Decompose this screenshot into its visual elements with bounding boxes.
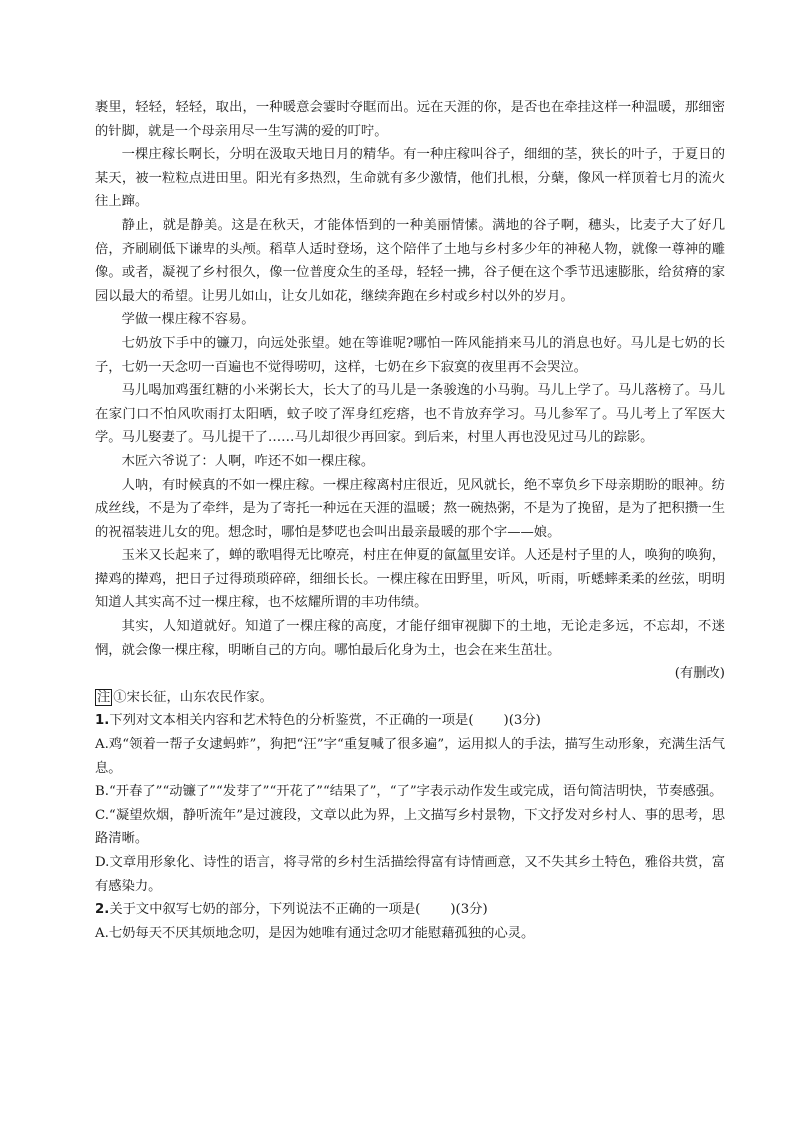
- option-a: A.七奶每天不厌其烦地念叨，是因为她唯有通过念叨才能慰藉孤独的心灵。: [95, 925, 535, 941]
- paragraph: 玉米又长起来了，蝉的歌唱得无比嘹亮，村庄在伸夏的氤氲里安详。人还是村子里的人，唤狗的唤狗，撵鸡的撵鸡，把日子过得琐琐碎碎，细细长长。一棵庄稼在田野里，听风，听雨，听蟋蟀柔柔的丝弦，明明知道人其实高不过一棵庄稼，也不炫耀所谓的丰功伟绩。: [95, 548, 725, 611]
- paragraph: 裹里，轻轻，轻轻，取出，一种暖意会霎时夺眶而出。远在天涯的你，是否也在牵挂这样一种温暖，那细密的针脚，就是一个母亲用尽一生写满的爱的叮咛。: [95, 100, 725, 139]
- paragraph: 人呐，有时候真的不如一棵庄稼。一棵庄稼离村庄很近，见风就长，绝不辜负乡下母亲期盼的眼神。纺成丝线，不是为了牵绊，是为了寄托一种远在天涯的温暖；熬一碗热粥，不是为了挽留，是为了把积攒一生的祝福装进儿女的兜。想念时，哪怕是梦呓也会叫出最亲最暖的那个字——娘。: [95, 477, 725, 540]
- author-annotation: [95, 686, 725, 710]
- paragraph: 马儿喝加鸡蛋红糖的小米粥长大，长大了的马儿是一条骏逸的小马驹。马儿上学了。马儿落榜了。马儿在家门口不怕风吹雨打太阳晒，蚊子咬了浑身红疙瘩，也不肯放弃学习。马儿参军了。马儿考上了军医大学。马儿娶妻了。马儿提干了……马儿却很少再回家。到后来，村里人再也没见过马儿的踪影。: [95, 383, 725, 446]
- paragraph: 一棵庄稼长啊长，分明在汲取天地日月的精华。有一种庄稼叫谷子，细细的茎，狭长的叶子，于夏日的某天，被一粒粒点进田里。阳光有多热烈，生命就有多少激情，他们扎根，分蘖，像风一样顶着七月的流火往上蹿。: [95, 147, 725, 210]
- paragraph: 静止，就是静美。这是在秋天，才能体悟到的一种美丽情愫。满地的谷子啊，穗头，比麦子大了好几倍，齐刷刷低下谦卑的头颅。稻草人适时登场，这个陪伴了土地与乡村多少年的神秘人物，就像一尊神的雕像。或者，凝视了乡村很久，像一位普度众生的圣母，轻轻一拂，谷子便在这个季节迅速膨胀，给贫瘠的家园以最大的希望。让男儿如山，让女儿如花，继续奔跑在乡村或乡村以外的岁月。: [95, 217, 725, 304]
- annotation-label: 注: [97, 689, 111, 705]
- paragraph: 七奶放下手中的镰刀，向远处张望。她在等谁呢?哪怕一阵风能捎来马儿的消息也好。马儿是七奶的长子，七奶一天念叨一百遍也不觉得唠叨，这样，七奶在乡下寂寞的夜里再不会哭泣。: [95, 335, 725, 375]
- source-note: (有删改): [674, 666, 725, 682]
- paragraph: 其实，人知道就好。知道了一棵庄稼的高度，才能仔细审视脚下的土地，无论走多远，不忘却，不迷惘，就会像一棵庄稼，明晰自己的方向。哪怕最后化身为土，也会在来生茁壮。: [95, 619, 725, 658]
- article-body: [95, 96, 725, 686]
- question-stem: 1.下列对文本相关内容和艺术特色的分析鉴赏，不正确的一项是( )(3分): [95, 713, 541, 729]
- question-number: 1.: [95, 713, 110, 729]
- question-number: 2.: [95, 902, 110, 918]
- option-c: C.“凝望炊烟，静听流年”是过渡段，文章以此为界，上文描写乡村景物，下文抒发对乡村人、事的思考，思路清晰。: [95, 807, 725, 847]
- option-a: A.鸡“领着一帮子女逮蚂蚱”，狗把“汪”字“重复喊了很多遍”，运用拟人的手法，描写生动形象，充满生活气息。: [95, 737, 725, 776]
- document-page: [95, 96, 725, 945]
- annotation-text: ①宋长征，山东农民作家。: [113, 689, 273, 705]
- option-d: D.文章用形象化、诗性的语言，将寻常的乡村生活描绘得富有诗情画意，又不失其乡土特色，雅俗共赏，富有感染力。: [95, 855, 725, 894]
- paragraph: 学做一棵庄稼不容易。: [121, 312, 255, 328]
- question-1: [95, 709, 725, 898]
- option-b: B.“开春了”“动镰了”“发芽了”“开花了”“结果了”，“了”字表示动作发生或完成，语句简洁明快，节奏感强。: [95, 784, 723, 800]
- paragraph: 木匠六爷说了：人啊，咋还不如一棵庄稼。: [121, 453, 375, 469]
- question-2: [95, 898, 725, 945]
- question-stem: 2.关于文中叙写七奶的部分，下列说法不正确的一项是( )(3分): [95, 902, 488, 918]
